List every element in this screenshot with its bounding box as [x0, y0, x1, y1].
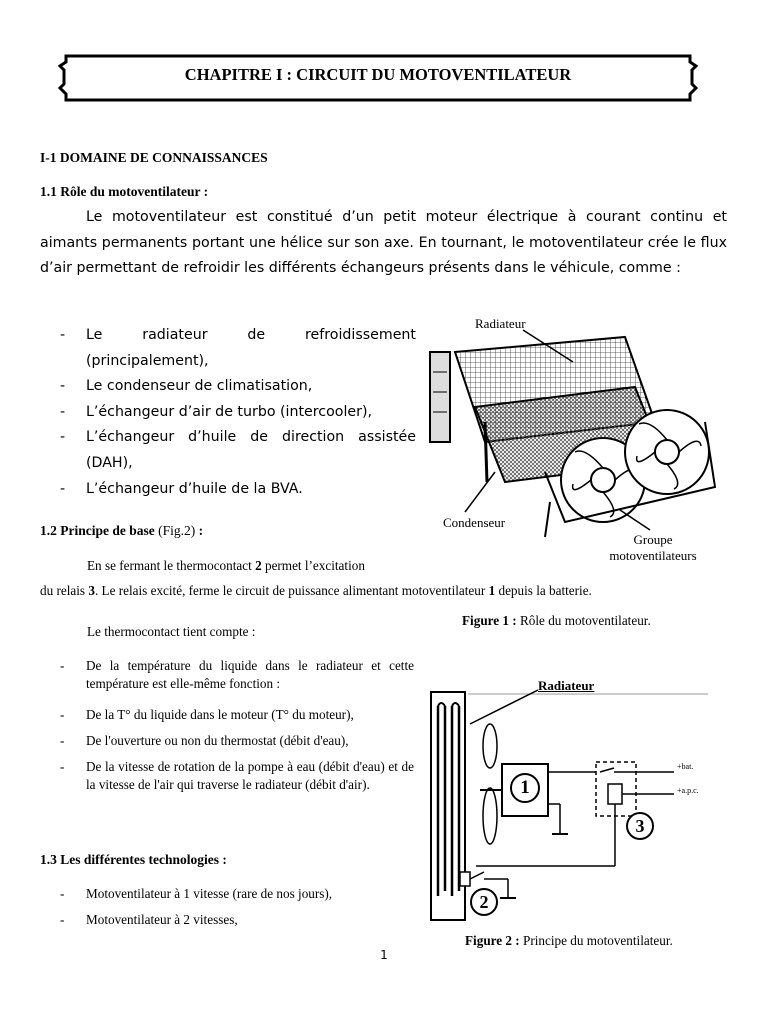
- list-item-text: L’échangeur d’huile de direction assistée (DAH),: [86, 429, 416, 471]
- list-dash: -: [60, 480, 66, 497]
- label-fan-group-line1: Groupe: [633, 532, 673, 547]
- list-dash: -: [60, 403, 66, 420]
- chapter-title: CHAPITRE I : CIRCUIT DU MOTOVENTILATEUR: [184, 65, 572, 84]
- text-bold: 1: [488, 583, 496, 598]
- label-bat: +bat.: [677, 762, 694, 771]
- figure-1-illustration: [425, 312, 725, 567]
- subsection-heading-1-1: 1.1 Rôle du motoventilateur :: [40, 184, 209, 199]
- label-fan-group: [593, 532, 713, 564]
- list-item-text: De l'ouverture ou non du thermostat (débit d'eau),: [86, 733, 349, 748]
- principle-line-1: [87, 555, 365, 577]
- list-item-text: Le condenseur de climatisation,: [86, 378, 313, 395]
- figure-2-schematic: [428, 676, 713, 926]
- heading-normal-part: (Fig.2): [154, 523, 196, 538]
- text-span: En se fermant le thermocontact: [87, 558, 256, 573]
- principle-line-2: [40, 580, 592, 602]
- caption-text: Rôle du motoventilateur.: [516, 613, 651, 628]
- list-dash: -: [60, 707, 65, 722]
- list-item-text: De la T° du liquide dans le moteur (T° du moteur),: [86, 707, 354, 722]
- list-item: [60, 323, 416, 374]
- caption-bold: Figure 2 :: [465, 933, 520, 948]
- list-item: [60, 706, 414, 724]
- label-apc: +a.p.c.: [677, 786, 699, 795]
- list-item-text: De la vitesse de rotation de la pompe à eau (débit d'eau) et de la vitesse de l'air qui traverse le radiateur (débit d'air).: [86, 759, 414, 792]
- list-dash: -: [60, 733, 65, 748]
- list-dash: -: [60, 378, 66, 395]
- figure-1-caption: [462, 613, 651, 629]
- chapter-title-banner: [58, 54, 698, 102]
- list-dash: -: [60, 429, 66, 446]
- subsection-heading-1-2: [40, 523, 203, 539]
- label-motor-1: 1: [520, 777, 530, 798]
- list-dash: -: [60, 658, 65, 673]
- list-item-text: L’échangeur d’huile de la BVA.: [86, 480, 303, 497]
- label-condenser: Condenseur: [443, 515, 506, 530]
- thermocontact-factors-list: [60, 657, 414, 794]
- list-item: [60, 425, 416, 476]
- list-item-text: L’échangeur d’air de turbo (intercooler),: [86, 403, 373, 420]
- text-span: du relais: [40, 583, 89, 598]
- figure-2-caption: [465, 933, 673, 949]
- text-span: permet l’excitation: [261, 558, 365, 573]
- list-dash: -: [60, 327, 66, 343]
- list-dash: -: [60, 759, 65, 774]
- list-item: [60, 911, 426, 929]
- list-dash: -: [60, 886, 65, 901]
- list-item-text: Le radiateur de refroidissement (principalement),: [86, 327, 416, 369]
- list-dash: -: [60, 912, 65, 927]
- circuit-drawing: [428, 676, 713, 926]
- label-relay-3: 3: [635, 816, 645, 836]
- label-radiator: Radiateur: [475, 316, 526, 331]
- label-thermocontact-2: 2: [479, 892, 489, 912]
- list-item: [60, 374, 416, 400]
- heading-bold-part: 1.2 Principe de base: [40, 523, 155, 538]
- caption-text: Principe du motoventilateur.: [519, 933, 673, 948]
- list-item: [60, 732, 414, 750]
- list-item: [60, 758, 414, 794]
- caption-bold: Figure 1 :: [462, 613, 517, 628]
- text-bold: 3: [88, 583, 95, 598]
- list-item-text: Motoventilateur à 2 vitesses,: [86, 912, 238, 927]
- heading-colon: :: [195, 523, 204, 538]
- list-item: [60, 400, 416, 426]
- list-item-text: Motoventilateur à 1 vitesse (rare de nos jours),: [86, 886, 333, 901]
- subsection-heading-1-3: 1.3 Les différentes technologies :: [40, 852, 227, 867]
- text-span: . Le relais excité, ferme le circuit de puissance alimentant motoventilateur: [94, 583, 489, 598]
- technologies-list: [60, 885, 426, 929]
- label-radiator-schematic: Radiateur: [538, 678, 595, 693]
- text-bold: 2: [255, 558, 262, 573]
- role-paragraph: Le motoventilateur est constitué d’un petit moteur électrique à courant continu et aimants permanents portant une hélice sur son axe. En tournant, le motoventilateur crée le flux d’air permettant de refroidir les différents échangeurs présents dans le véhicule, comme :: [40, 209, 727, 277]
- list-item-text: De la température du liquide dans le radiateur et cette température est elle-même fonction :: [86, 658, 414, 691]
- list-item: [60, 885, 426, 903]
- list-item: [60, 657, 414, 693]
- text-span: depuis la batterie.: [495, 583, 592, 598]
- thermocontact-intro: Le thermocontact tient compte :: [87, 624, 256, 639]
- list-item: [60, 477, 416, 503]
- exchanger-list: [60, 323, 416, 502]
- page-number: 1: [380, 948, 388, 962]
- section-heading: I-1 DOMAINE DE CONNAISSANCES: [40, 150, 268, 165]
- label-fan-group-line2: motoventilateurs: [609, 548, 697, 563]
